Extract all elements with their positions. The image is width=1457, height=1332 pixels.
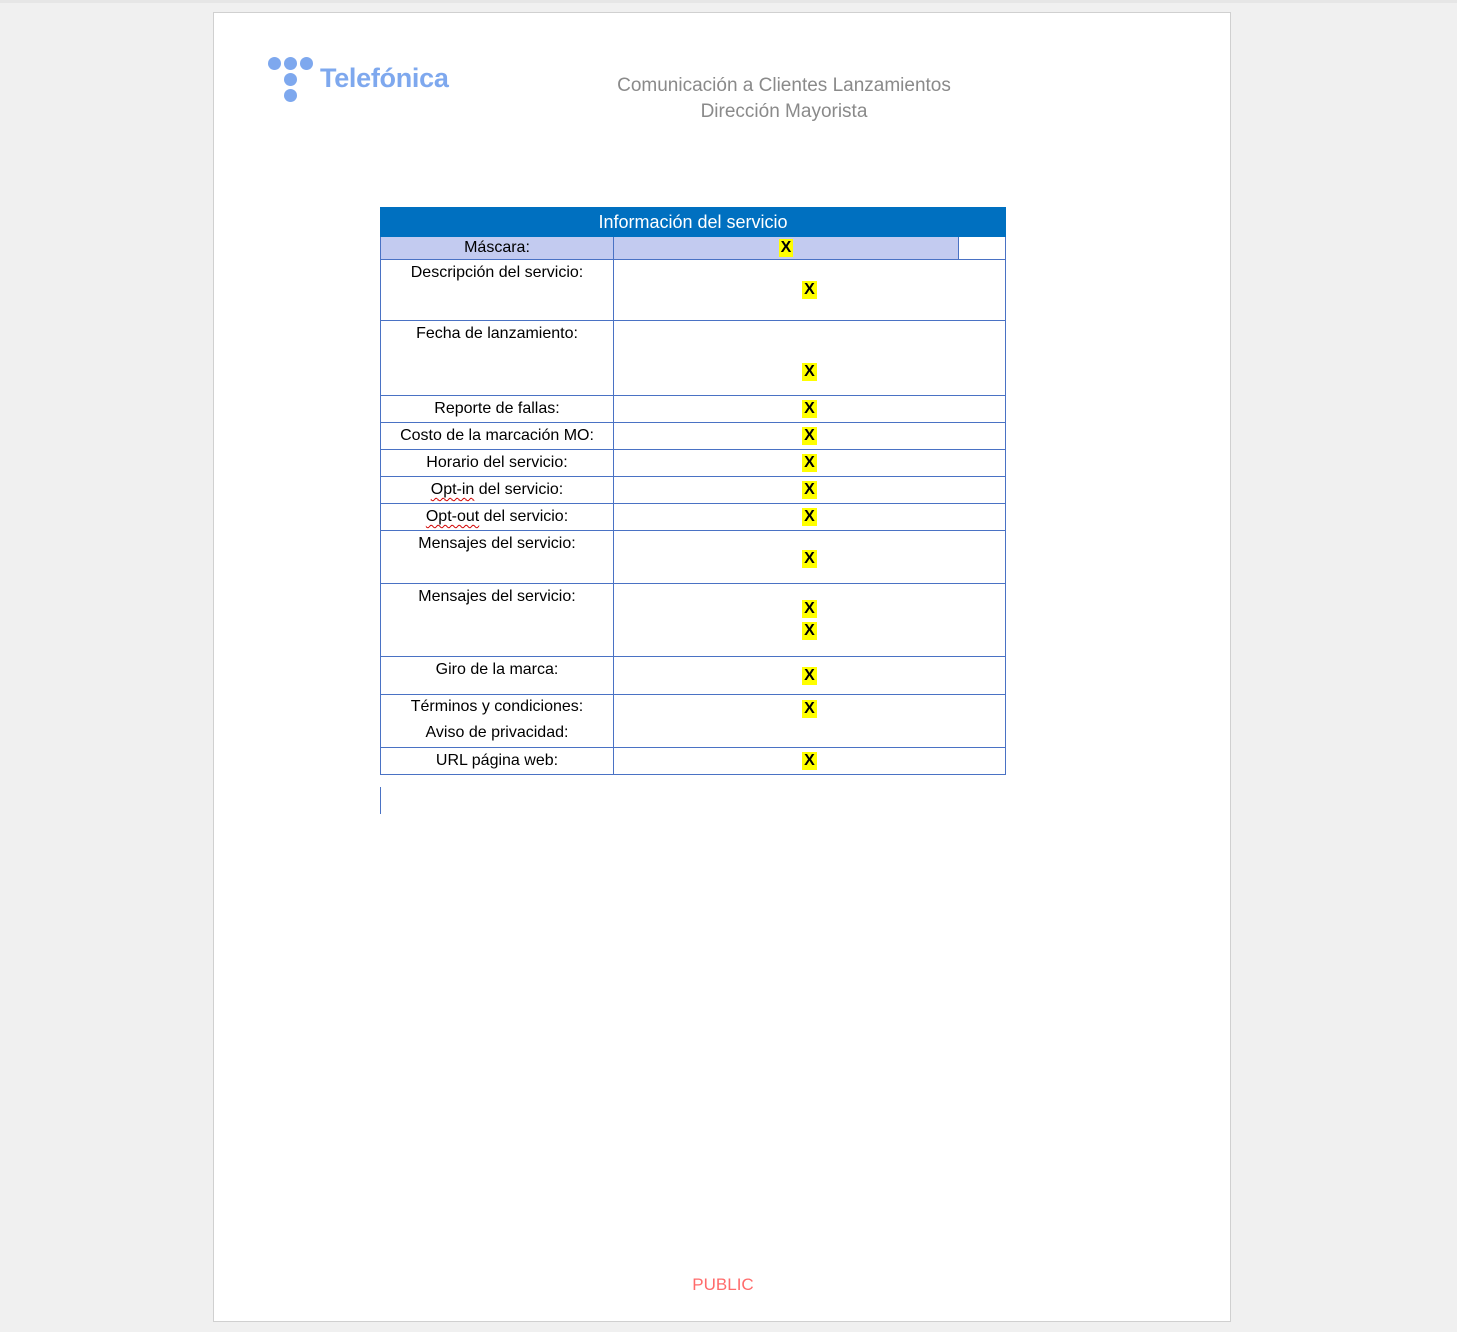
terms-value: X <box>804 700 815 717</box>
opt-in-value: X <box>804 481 815 498</box>
header-title-line1: Comunicación a Clientes Lanzamientos <box>617 75 951 96</box>
table-caption: Información del servicio <box>381 208 1006 237</box>
mo-cost-label: Costo de la marcación MO: <box>381 423 614 450</box>
schedule-label: Horario del servicio: <box>381 450 614 477</box>
table-row-fault-report <box>381 396 1006 423</box>
logo-dot-icon <box>284 57 297 70</box>
logo-dot-icon <box>284 89 297 102</box>
table-row-url <box>381 748 1006 775</box>
telefonica-logo <box>268 57 458 103</box>
messages-1-label: Mensajes del servicio: <box>381 531 614 584</box>
mo-cost-value: X <box>804 427 815 444</box>
opt-out-label <box>381 504 614 531</box>
logo-text: Telefónica <box>320 63 449 93</box>
logo-dot-icon <box>268 57 281 70</box>
opt-out-rest: del servicio: <box>479 508 569 525</box>
opt-out-value: X <box>804 508 815 525</box>
brand-value: X <box>804 666 815 684</box>
terms-label-2: Aviso de privacidad: <box>425 724 569 741</box>
logo-dot-icon <box>300 57 313 70</box>
opt-in-value-cell[interactable] <box>614 477 1006 504</box>
terms-label <box>381 695 614 748</box>
document-page <box>213 12 1231 1322</box>
messages-1-value-cell[interactable] <box>614 531 1006 584</box>
table-row-opt-out <box>381 504 1006 531</box>
opt-in-label <box>381 477 614 504</box>
url-label: URL página web: <box>381 748 614 775</box>
table-row-opt-in <box>381 477 1006 504</box>
messages-2-value-cell[interactable] <box>614 584 1006 657</box>
schedule-value-cell[interactable] <box>614 450 1006 477</box>
table-row-launch-date <box>381 321 1006 396</box>
opt-out-value-cell[interactable] <box>614 504 1006 531</box>
terms-value-cell[interactable] <box>614 695 1006 748</box>
mo-cost-value-cell[interactable] <box>614 423 1006 450</box>
service-info-table <box>380 207 1006 775</box>
table-border-stub <box>380 787 381 814</box>
launch-date-value: X <box>804 363 815 380</box>
mask-extra-cell[interactable] <box>959 237 1006 260</box>
mask-label: Máscara: <box>381 237 614 260</box>
opt-in-rest: del servicio: <box>474 481 564 498</box>
url-value-cell[interactable] <box>614 748 1006 775</box>
description-value-cell[interactable] <box>614 260 1006 321</box>
url-value: X <box>804 752 815 769</box>
messages-2-label: Mensajes del servicio: <box>381 584 614 657</box>
terms-label-1: Términos y condiciones: <box>410 698 584 715</box>
launch-date-value-cell[interactable] <box>614 321 1006 396</box>
brand-value-cell[interactable] <box>614 657 1006 695</box>
mask-value: X <box>780 239 792 256</box>
mask-value-cell[interactable] <box>614 237 959 260</box>
table-row-description <box>381 260 1006 321</box>
brand-label: Giro de la marca: <box>381 657 614 695</box>
table-row-brand <box>381 657 1006 695</box>
opt-out-word: Opt-out <box>425 508 480 525</box>
table-row-mask <box>381 237 1006 260</box>
fault-report-value-cell[interactable] <box>614 396 1006 423</box>
table-row-messages-2 <box>381 584 1006 657</box>
opt-in-word: Opt-in <box>430 481 475 498</box>
fault-report-label: Reporte de fallas: <box>381 396 614 423</box>
description-value: X <box>804 281 815 298</box>
description-label: Descripción del servicio: <box>381 260 614 321</box>
table-row-terms <box>381 695 1006 748</box>
table-row-schedule <box>381 450 1006 477</box>
logo-dot-icon <box>284 73 297 86</box>
messages-2-value-1: X <box>804 600 815 617</box>
launch-date-label: Fecha de lanzamiento: <box>381 321 614 396</box>
table-row-mo-cost <box>381 423 1006 450</box>
schedule-value: X <box>804 454 815 471</box>
messages-1-value: X <box>804 550 815 567</box>
messages-2-value-2: X <box>804 622 815 639</box>
window-top-strip <box>0 0 1457 3</box>
table-caption-row <box>381 208 1006 237</box>
header-title-line2: Dirección Mayorista <box>700 101 868 122</box>
table-row-messages-1 <box>381 531 1006 584</box>
fault-report-value: X <box>804 400 815 417</box>
footer-classification: PUBLIC <box>692 1275 754 1294</box>
header-title <box>594 73 974 125</box>
